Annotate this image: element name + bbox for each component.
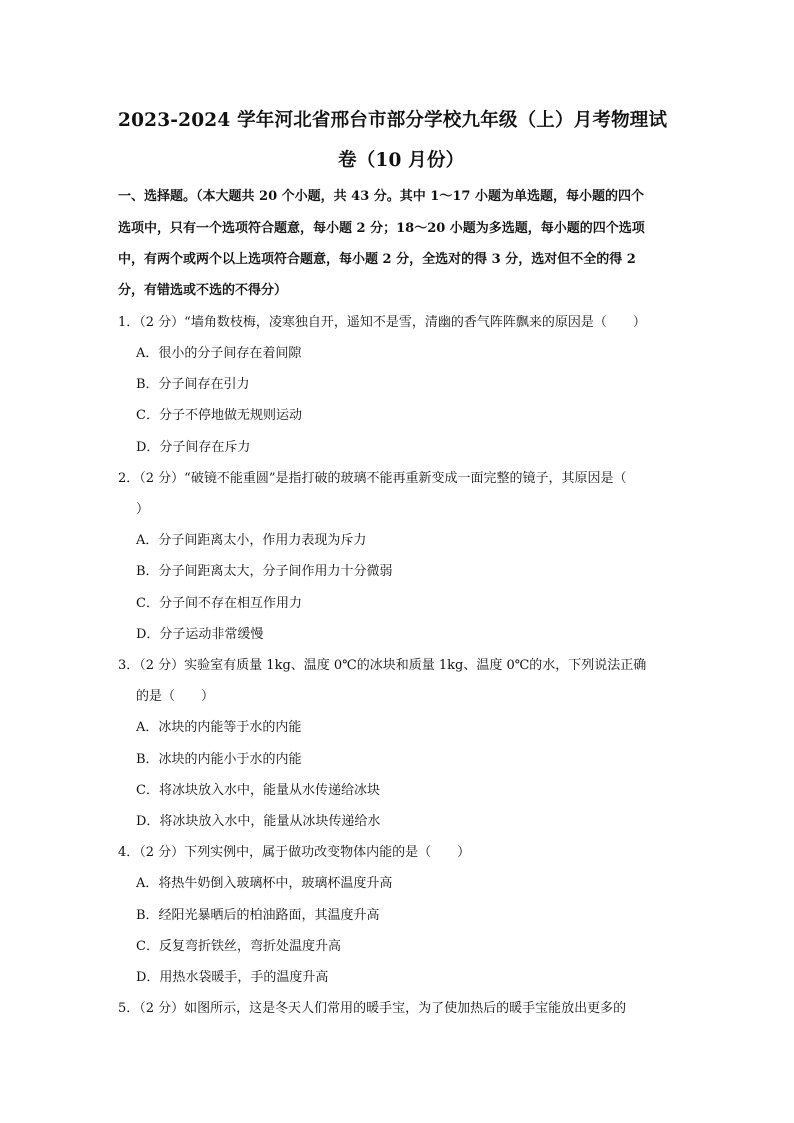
section-heading-line: 一、选择题。（本大题共 20 个小题，共 43 分。其中 1～17 小题为单选题，每小题的四个 (118, 189, 644, 204)
option-c: C．将冰块放入水中，能量从水传递给冰块 (136, 783, 380, 798)
option-a: A．很小的分子间存在着间隙 (136, 346, 302, 361)
option-c: C．分子间不存在相互作用力 (136, 596, 302, 611)
question-stem: 5．（2 分）如图所示，这是冬天人们常用的暖手宝，为了使加热后的暖手宝能放出更多的 (118, 1001, 627, 1016)
page-title-line-2: 卷（10 月份） (338, 150, 465, 171)
option-a: A．分子间距离太小，作用力表现为斥力 (136, 533, 367, 548)
question-stem-continued: ） (136, 502, 150, 517)
option-c: C．反复弯折铁丝，弯折处温度升高 (136, 939, 341, 954)
option-d: D．用热水袋暖手，手的温度升高 (136, 970, 329, 985)
question-stem: 2．（2 分）“破镜不能重圆”是指打破的玻璃不能再重新变成一面完整的镜子，其原因是（ (118, 471, 627, 486)
option-b: B．分子间存在引力 (136, 377, 250, 392)
page-title-line-1: 2023-2024 学年河北省邢台市部分学校九年级（上）月考物理试 (118, 110, 668, 131)
option-a: A．冰块的内能等于水的内能 (136, 720, 302, 735)
section-heading-line: 分，有错选或不选的不得分） (118, 283, 288, 298)
option-b: B．经阳光暴晒后的柏油路面，其温度升高 (136, 908, 380, 923)
question-stem: 3．（2 分）实验室有质量 1kg、温度 0℃的冰块和质量 1kg、温度 0℃的水，下列说法正确 (118, 658, 647, 673)
question-stem-continued: 的是（ ） (136, 689, 215, 704)
option-b: B．冰块的内能小于水的内能 (136, 752, 302, 767)
option-d: D．分子运动非常缓慢 (136, 627, 264, 642)
option-d: D．分子间存在斥力 (136, 440, 251, 455)
section-heading-line: 选项中，只有一个选项符合题意，每小题 2 分；18～20 小题为多选题，每小题的四个选项 (118, 221, 645, 236)
option-b: B．分子间距离太大，分子间作用力十分微弱 (136, 564, 393, 579)
option-c: C．分子不停地做无规则运动 (136, 408, 302, 423)
option-a: A．将热牛奶倒入玻璃杯中，玻璃杯温度升高 (136, 876, 393, 891)
question-stem: 4．（2 分）下列实例中，属于做功改变物体内能的是（ ） (118, 845, 471, 860)
section-heading-line: 中，有两个或两个以上选项符合题意，每小题 2 分，全选对的得 3 分，选对但不全的得 2 (118, 252, 636, 267)
question-stem: 1．（2 分）“墙角数枝梅，凌寒独自开，遥知不是雪，清幽的香气阵阵飘来的原因是（ ） (118, 315, 646, 330)
option-d: D．将冰块放入水中，能量从冰块传递给水 (136, 814, 381, 829)
